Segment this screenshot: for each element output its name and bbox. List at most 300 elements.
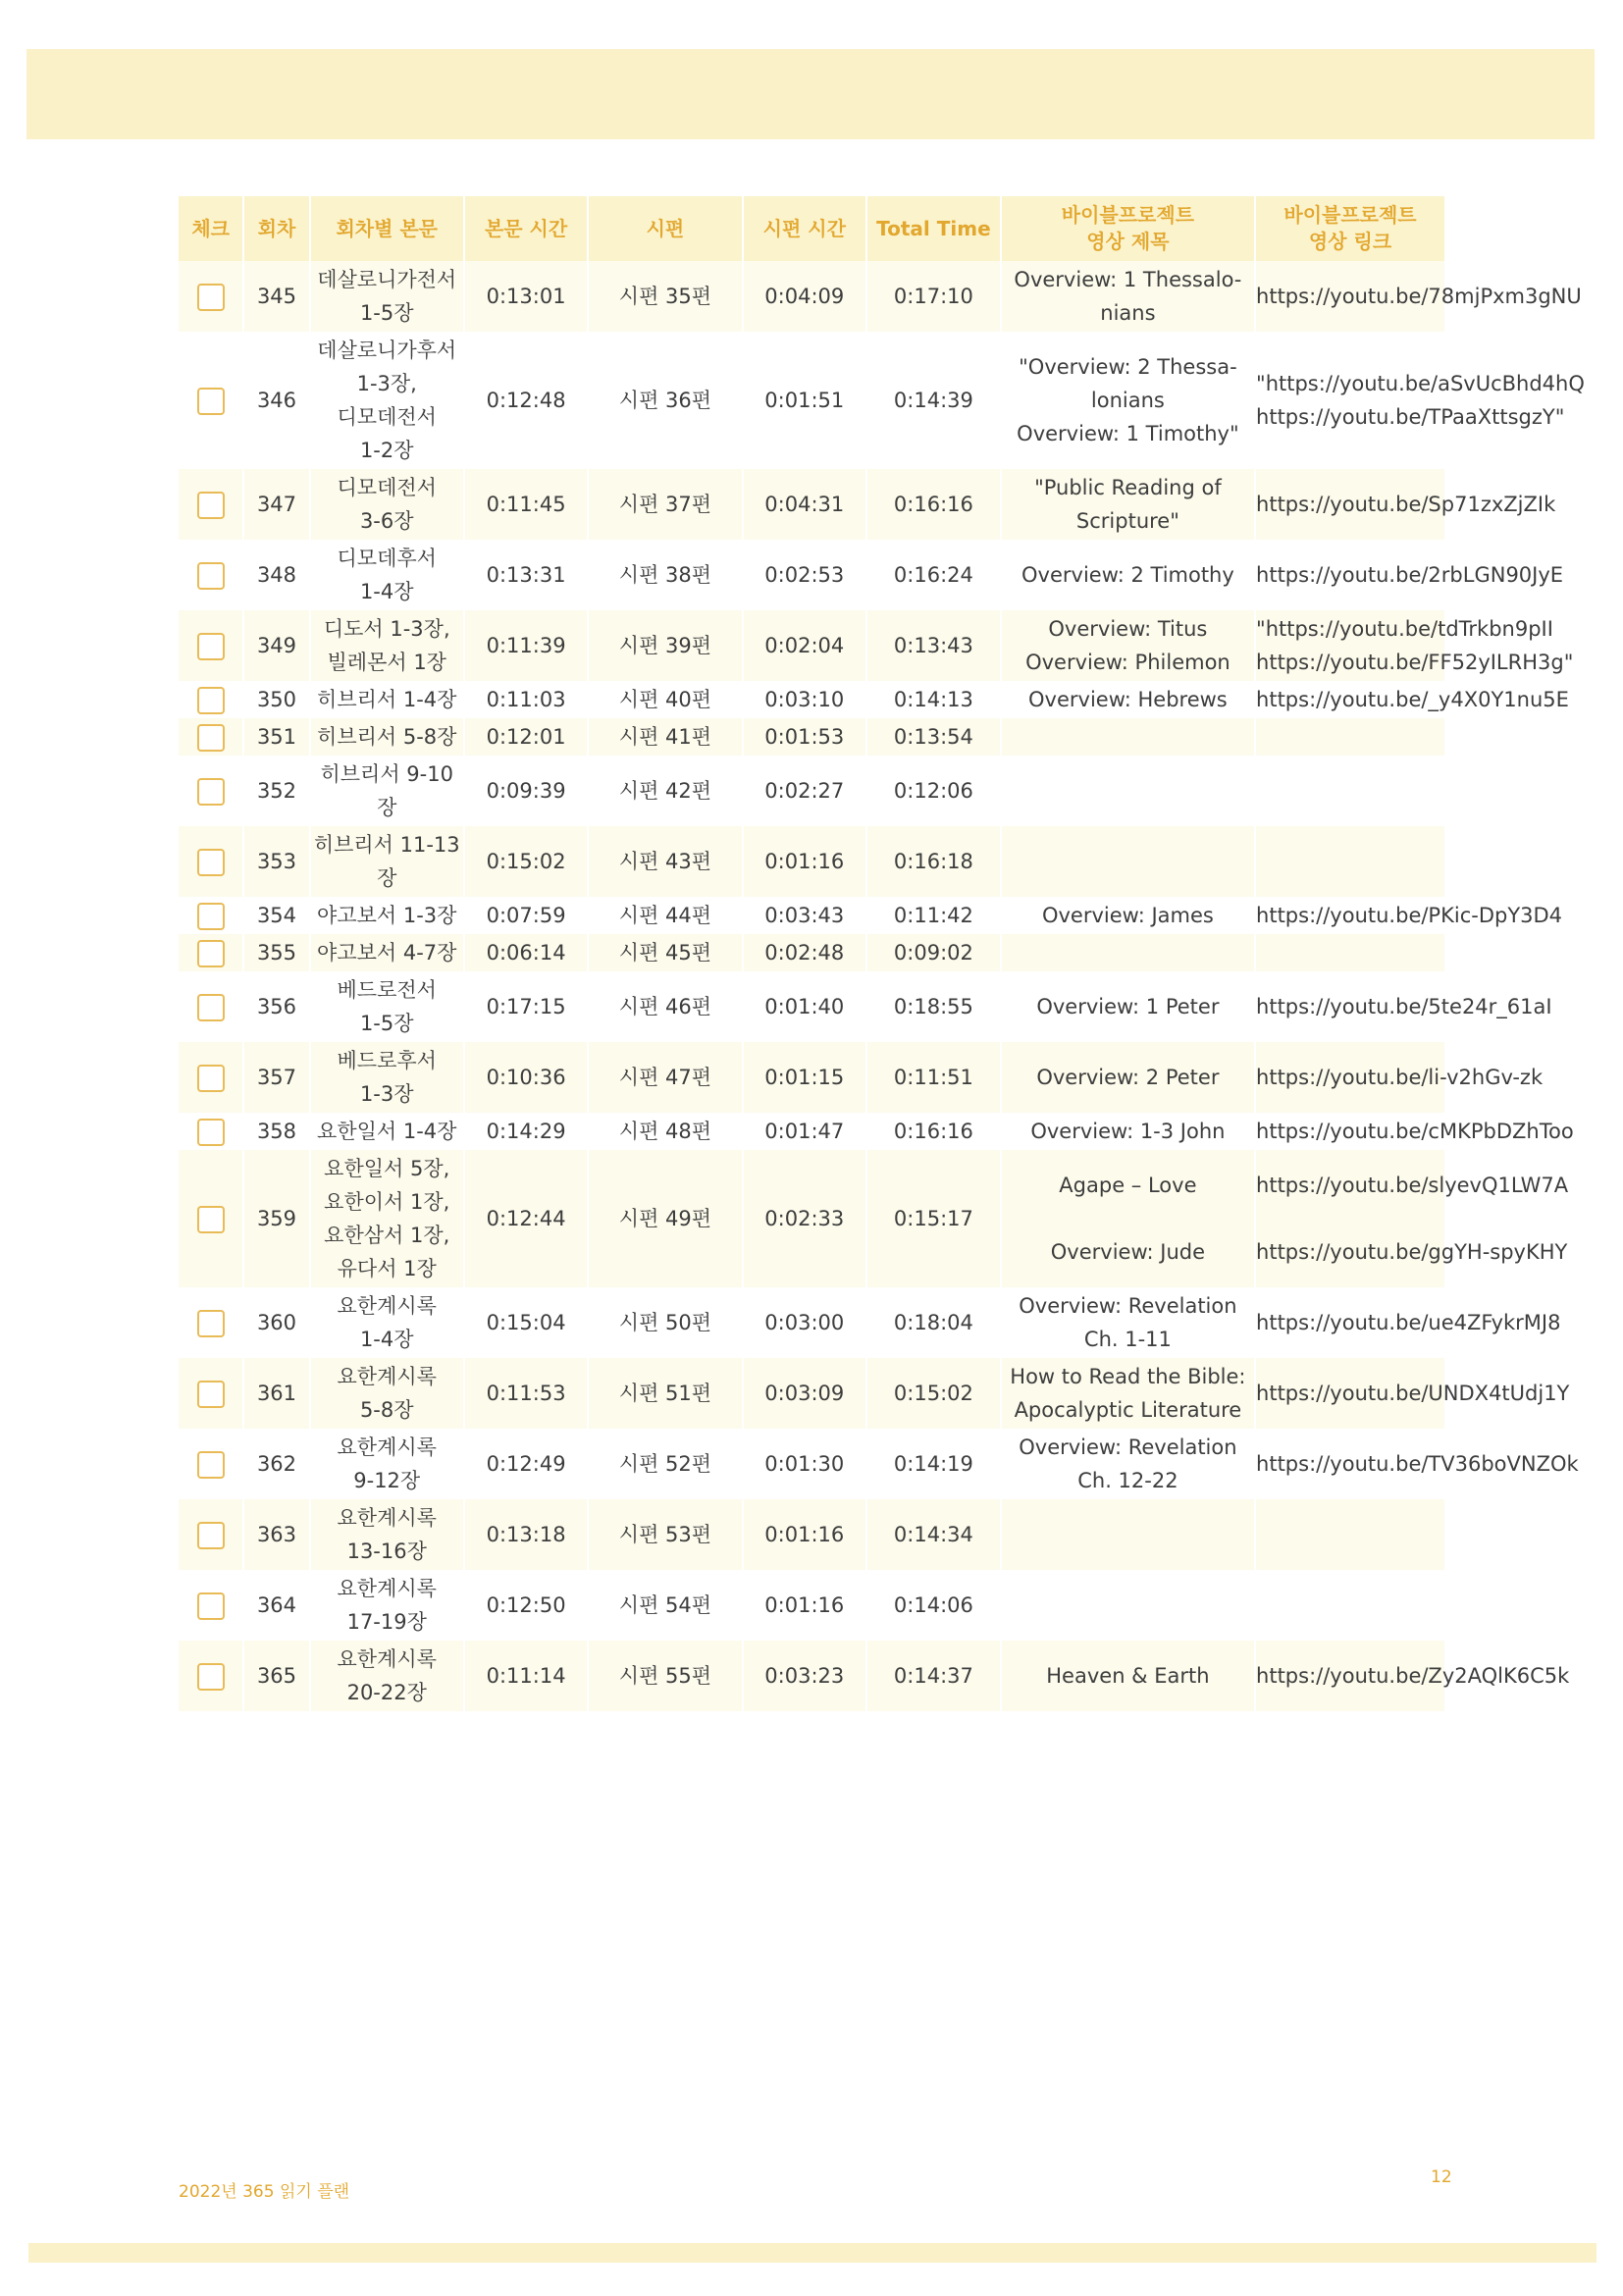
passage-line: 히브리서 9-10장 [320, 762, 453, 819]
passage-line: 디모데전서 [337, 476, 437, 499]
table-row [179, 1429, 1444, 1499]
header-label: 시편 시간 [762, 216, 846, 240]
checkbox[interactable] [197, 562, 225, 590]
video-link-cell [1256, 469, 1556, 540]
video-link[interactable]: https://youtu.be/2rbLGN90JyE [1256, 563, 1564, 587]
psalm: 시편 49편 [589, 1150, 741, 1287]
session-number: 354 [256, 904, 297, 927]
table-row [179, 1042, 1444, 1113]
passage-line: 1-3장 [359, 1082, 414, 1106]
video-title-cell [1002, 1429, 1254, 1499]
psalm-time: 0:02:53 [764, 563, 845, 587]
video-title-line: Overview: Revelation [1019, 1294, 1237, 1318]
session-number: 353 [244, 826, 308, 897]
video-title-line: Overview: Titus [1048, 617, 1208, 641]
video-link-cell [1256, 1042, 1544, 1113]
passage-time: 0:12:44 [465, 1150, 588, 1287]
video-link-cell [1256, 756, 1444, 826]
video-title-cell [1002, 934, 1254, 971]
header-label: 회차 [257, 216, 296, 240]
header-psalm [589, 196, 741, 261]
table-row [179, 1641, 1444, 1711]
psalm-time: 0:01:53 [744, 718, 866, 756]
video-link-cell [1256, 897, 1563, 934]
video-title-line: Heaven & Earth [1046, 1664, 1210, 1688]
passage-time: 0:12:49 [486, 1452, 566, 1476]
video-title-line: Overview: Philemon [1025, 651, 1230, 674]
video-link[interactable]: https://youtu.be/5te24r_61aI [1256, 995, 1552, 1018]
check-cell [179, 681, 242, 718]
passage-line: 1-2장 [359, 439, 414, 462]
video-title-line: nians [1100, 301, 1156, 325]
checkbox[interactable] [197, 724, 225, 752]
psalm: 시편 55편 [589, 1641, 741, 1711]
checkbox[interactable] [197, 1451, 225, 1479]
video-link[interactable]: https://youtu.be/ggYH-spyKHY [1256, 1240, 1568, 1264]
total-time: 0:12:06 [893, 779, 973, 803]
video-title-line: Overview: 1 Thessalo- [1014, 268, 1242, 291]
total-time: 0:16:16 [893, 1120, 973, 1143]
passage-time: 0:11:39 [465, 610, 588, 681]
psalm: 시편 39편 [589, 610, 741, 681]
video-link[interactable]: https://youtu.be/slyevQ1LW7A [1256, 1174, 1569, 1197]
table-row [179, 540, 1444, 610]
video-title-line: Ch. 12-22 [1077, 1469, 1178, 1492]
video-title-line: Overview: James [1041, 904, 1214, 927]
video-link[interactable]: https://youtu.be/ue4ZFykrMJ8 [1256, 1311, 1561, 1334]
header-label: 영상 제목 [1086, 230, 1170, 253]
psalm-time: 0:02:04 [744, 610, 866, 681]
checkbox[interactable] [197, 1522, 225, 1549]
passage-time: 0:12:48 [486, 389, 566, 412]
passage-time: 0:06:14 [465, 934, 588, 971]
passage-line: 1-4장 [359, 580, 414, 603]
total-time: 0:18:55 [893, 995, 973, 1018]
passage-cell [311, 826, 463, 897]
passage-cell [311, 1499, 463, 1570]
header-label: 바이블프로젝트 [1283, 203, 1417, 227]
video-link-cell [1256, 261, 1582, 332]
video-link[interactable]: "https://youtu.be/aSvUcBhd4hQ [1256, 372, 1585, 395]
video-title-cell [1002, 332, 1254, 469]
video-link-cell [1256, 540, 1564, 610]
passage-time: 0:07:59 [486, 904, 566, 927]
check-cell [179, 1150, 242, 1287]
psalm-time: 0:02:33 [744, 1150, 866, 1287]
total-time: 0:14:13 [893, 688, 973, 711]
video-title-cell [1002, 261, 1254, 332]
psalm: 시편 51편 [589, 1358, 741, 1429]
video-link-cell [1256, 681, 1569, 718]
psalm: 시편 38편 [618, 563, 712, 587]
psalm: 시편 41편 [589, 718, 741, 756]
passage-line: 디모데후서 [337, 547, 437, 570]
passage-cell [311, 469, 463, 540]
passage-line: 데살로니가전서 [317, 268, 457, 291]
session-number: 358 [256, 1120, 297, 1143]
header-label: 본문 시간 [484, 216, 568, 240]
table-row [179, 469, 1444, 540]
video-link[interactable]: https://youtu.be/TPaaXttsgzY" [1256, 405, 1565, 429]
psalm: 시편 37편 [589, 469, 741, 540]
video-link-cell [1256, 1499, 1444, 1570]
psalm: 시편 48편 [618, 1120, 712, 1143]
session-number: 361 [244, 1358, 308, 1429]
passage-cell [311, 332, 463, 469]
psalm-time: 0:01:40 [764, 995, 845, 1018]
passage-line: 요한계시록 [337, 1647, 437, 1671]
psalm: 시편 43편 [589, 826, 741, 897]
passage-line: 요한계시록 [337, 1365, 437, 1388]
psalm: 시편 40편 [618, 688, 712, 711]
video-title-cell [1002, 971, 1254, 1042]
header-total-time [867, 196, 1000, 261]
check-cell [179, 1499, 242, 1570]
video-link-cell [1256, 971, 1552, 1042]
passage-cell [311, 971, 463, 1042]
psalm-time: 0:04:09 [744, 261, 866, 332]
session-number: 359 [244, 1150, 308, 1287]
table-header-row [179, 196, 1444, 261]
table-row [179, 332, 1444, 469]
checkbox[interactable] [197, 1592, 225, 1620]
session-number: 362 [256, 1452, 297, 1476]
header-video-link [1256, 196, 1444, 261]
passage-line: 1-5장 [359, 301, 414, 325]
video-title-cell [1002, 469, 1254, 540]
video-title-cell [1002, 1499, 1254, 1570]
session-number: 360 [256, 1311, 297, 1334]
checkbox[interactable] [197, 849, 225, 876]
passage-time: 0:15:04 [486, 1311, 566, 1334]
psalm-time: 0:03:23 [744, 1641, 866, 1711]
check-cell [179, 610, 242, 681]
video-link[interactable]: https://youtu.be/TV36boVNZOk [1256, 1452, 1579, 1476]
passage-time: 0:13:18 [465, 1499, 588, 1570]
checkbox[interactable] [197, 1663, 225, 1691]
passage-cell [311, 1358, 463, 1429]
video-link[interactable]: https://youtu.be/78mjPxm3gNU [1256, 285, 1582, 308]
psalm: 시편 35편 [589, 261, 741, 332]
header-passage-time [465, 196, 588, 261]
passage-cell [311, 1042, 463, 1113]
header-label: 시편 [646, 216, 685, 240]
header-session [244, 196, 308, 261]
checkbox[interactable] [197, 1310, 225, 1337]
passage-line: 히브리서 11-13장 [313, 833, 460, 890]
check-cell [179, 826, 242, 897]
video-link-cell [1256, 1358, 1570, 1429]
checkbox[interactable] [197, 633, 225, 660]
checkbox[interactable] [197, 284, 225, 311]
session-number: 363 [244, 1499, 308, 1570]
video-link[interactable]: https://youtu.be/Zy2AQlK6C5k [1256, 1664, 1570, 1688]
video-title-line: "Overview: 2 Thessa- [1019, 355, 1237, 379]
video-title-line: Overview: 2 Timothy [1021, 563, 1234, 587]
psalm-time: 0:01:30 [764, 1452, 845, 1476]
passage-cell [311, 1570, 463, 1641]
passage-line: 빌레몬서 1장 [327, 651, 446, 674]
table-row [179, 610, 1444, 681]
psalm: 시편 44편 [618, 904, 712, 927]
video-title-line: Overview: Jude [1050, 1240, 1206, 1264]
total-time: 0:14:34 [867, 1499, 1000, 1570]
video-title-cell [1002, 1570, 1254, 1641]
reading-plan-table [177, 196, 1585, 1711]
passage-line: 1-3장, [356, 372, 417, 395]
passage-line: 17-19장 [346, 1610, 427, 1634]
table-row [179, 261, 1444, 332]
session-number: 364 [256, 1593, 297, 1617]
video-title-line: Ch. 1-11 [1083, 1328, 1172, 1351]
total-time: 0:14:39 [893, 389, 973, 412]
psalm: 시편 42편 [618, 779, 712, 803]
check-cell [179, 718, 242, 756]
check-cell [179, 1113, 242, 1150]
checkbox[interactable] [197, 940, 225, 967]
video-title-line: Overview: 2 Peter [1036, 1066, 1220, 1089]
passage-line: 데살로니가후서 [317, 339, 457, 362]
passage-line: 야고보서 4-7장 [317, 941, 457, 965]
video-link[interactable]: https://youtu.be/Sp71zxZjZIk [1256, 493, 1556, 516]
passage-line: 요한일서 5장, [324, 1157, 450, 1180]
video-title-line: Agape – Love [1059, 1174, 1197, 1197]
check-cell [179, 897, 242, 934]
header-passage [311, 196, 463, 261]
total-time: 0:17:10 [867, 261, 1000, 332]
page-number: 12 [1431, 2167, 1452, 2187]
table-row [179, 1287, 1444, 1358]
session-number: 351 [244, 718, 308, 756]
check-cell [179, 1287, 242, 1358]
video-title-cell [1002, 1042, 1254, 1113]
passage-line: 9-12장 [353, 1469, 421, 1492]
passage-time: 0:11:45 [465, 469, 588, 540]
total-time: 0:16:18 [867, 826, 1000, 897]
video-link-cell [1256, 1570, 1444, 1641]
table-row [179, 1570, 1444, 1641]
psalm-time: 0:03:10 [764, 688, 845, 711]
video-title-cell [1002, 610, 1254, 681]
table-row [179, 934, 1444, 971]
table-row [179, 718, 1444, 756]
passage-time: 0:15:02 [465, 826, 588, 897]
passage-line: 1-5장 [359, 1012, 414, 1035]
psalm-time: 0:01:16 [744, 1499, 866, 1570]
passage-time: 0:12:50 [486, 1593, 566, 1617]
header-label: 영상 링크 [1308, 230, 1392, 253]
checkbox[interactable] [197, 388, 225, 415]
passage-time: 0:14:29 [486, 1120, 566, 1143]
table-row [179, 971, 1444, 1042]
session-number: 355 [244, 934, 308, 971]
check-cell [179, 1570, 242, 1641]
passage-line: 디모데전서 [337, 405, 437, 429]
passage-time: 0:13:01 [465, 261, 588, 332]
video-link-cell [1256, 1641, 1570, 1711]
psalm-time: 0:01:47 [764, 1120, 845, 1143]
psalm: 시편 52편 [618, 1452, 712, 1476]
psalm: 시편 46편 [618, 995, 712, 1018]
check-cell [179, 469, 242, 540]
checkbox[interactable] [197, 1065, 225, 1092]
passage-cell [311, 261, 463, 332]
video-link-cell [1256, 1150, 1569, 1287]
passage-time: 0:09:39 [486, 779, 566, 803]
total-time: 0:14:37 [867, 1641, 1000, 1711]
session-number: 357 [244, 1042, 308, 1113]
passage-cell [311, 1287, 463, 1358]
table-body [179, 261, 1585, 1711]
video-link-cell [1256, 826, 1444, 897]
video-title-line: How to Read the Bible: [1010, 1365, 1246, 1388]
passage-line: 13-16장 [346, 1539, 427, 1563]
passage-line: 요한삼서 1장, [324, 1224, 450, 1247]
video-link[interactable]: https://youtu.be/_y4X0Y1nu5E [1256, 688, 1569, 711]
table-row [179, 1499, 1444, 1570]
psalm-time: 0:03:43 [764, 904, 845, 927]
check-cell [179, 756, 242, 826]
video-title-line: Apocalyptic Literature [1014, 1398, 1242, 1422]
psalm: 시편 50편 [618, 1311, 712, 1334]
passage-cell [311, 1641, 463, 1711]
video-title-line: Overview: 1-3 John [1030, 1120, 1226, 1143]
passage-line: 베드로전서 [337, 978, 437, 1002]
check-cell [179, 540, 242, 610]
psalm-time: 0:04:31 [744, 469, 866, 540]
passage-time: 0:10:36 [465, 1042, 588, 1113]
psalm-time: 0:01:16 [744, 826, 866, 897]
video-link-cell [1256, 332, 1585, 469]
video-title-cell [1002, 1150, 1254, 1287]
video-link-cell [1256, 1287, 1561, 1358]
video-title-cell [1002, 756, 1254, 826]
video-title-cell [1002, 1113, 1254, 1150]
video-link[interactable]: https://youtu.be/PKic-DpY3D4 [1256, 904, 1563, 927]
header-check [179, 196, 242, 261]
video-link-cell [1256, 934, 1444, 971]
passage-time: 0:11:53 [465, 1358, 588, 1429]
passage-line: 히브리서 1-4장 [317, 688, 457, 711]
total-time: 0:13:54 [867, 718, 1000, 756]
total-time: 0:16:16 [867, 469, 1000, 540]
check-cell [179, 1042, 242, 1113]
session-number: 348 [256, 563, 297, 587]
table-row [179, 897, 1444, 934]
total-time: 0:11:51 [867, 1042, 1000, 1113]
video-link-cell [1256, 1429, 1579, 1499]
header-psalm-time [744, 196, 866, 261]
passage-line: 베드로후서 [337, 1049, 437, 1072]
total-time: 0:15:17 [867, 1150, 1000, 1287]
bottom-decorative-band [28, 2243, 1597, 2263]
video-title-line [1002, 1202, 1254, 1235]
check-cell [179, 934, 242, 971]
video-link[interactable]: https://youtu.be/li-v2hGv-zk [1256, 1066, 1544, 1089]
video-title-cell [1002, 1641, 1254, 1711]
passage-line: 히브리서 5-8장 [317, 725, 457, 749]
video-link-cell [1256, 1113, 1574, 1150]
total-time: 0:09:02 [867, 934, 1000, 971]
checkbox[interactable] [197, 1381, 225, 1408]
video-title-line: "Public Reading of [1034, 476, 1222, 499]
table-row [179, 1358, 1444, 1429]
table-row [179, 1113, 1444, 1150]
video-link[interactable] [1256, 1202, 1444, 1235]
checkbox[interactable] [197, 994, 225, 1021]
video-link-cell [1256, 610, 1574, 681]
session-number: 347 [244, 469, 308, 540]
session-number: 356 [256, 995, 297, 1018]
checkbox[interactable] [197, 903, 225, 930]
video-title-cell [1002, 897, 1254, 934]
passage-cell [311, 681, 463, 718]
passage-line: 5-8장 [359, 1398, 414, 1422]
video-title-cell [1002, 1358, 1254, 1429]
video-link[interactable]: https://youtu.be/UNDX4tUdj1Y [1256, 1382, 1570, 1405]
session-number: 345 [244, 261, 308, 332]
passage-line: 20-22장 [346, 1681, 427, 1704]
video-title-line: Overview: 1 Timothy" [1017, 422, 1239, 445]
passage-cell [311, 540, 463, 610]
video-title-line: Overview: Revelation [1019, 1435, 1237, 1459]
video-link[interactable]: "https://youtu.be/tdTrkbn9pII [1256, 617, 1553, 641]
psalm-time: 0:01:51 [764, 389, 845, 412]
passage-cell [311, 1150, 463, 1287]
passage-line: 요한일서 1-4장 [317, 1120, 457, 1143]
session-number: 365 [244, 1641, 308, 1711]
check-cell [179, 261, 242, 332]
header-label: 회차별 본문 [336, 216, 439, 240]
passage-time: 0:11:03 [486, 688, 566, 711]
session-number: 352 [256, 779, 297, 803]
total-time: 0:16:24 [893, 563, 973, 587]
total-time: 0:15:02 [867, 1358, 1000, 1429]
table-row [179, 1150, 1444, 1287]
passage-line: 유다서 1장 [337, 1257, 437, 1280]
passage-cell [311, 756, 463, 826]
passage-cell [311, 897, 463, 934]
checkbox[interactable] [197, 492, 225, 519]
video-link[interactable]: https://youtu.be/FF52yILRH3g" [1256, 651, 1574, 674]
passage-line: 요한계시록 [337, 1506, 437, 1530]
total-time: 0:18:04 [893, 1311, 973, 1334]
psalm-time: 0:02:27 [764, 779, 845, 803]
check-cell [179, 971, 242, 1042]
checkbox[interactable] [197, 687, 225, 714]
video-link[interactable]: https://youtu.be/cMKPbDZhToo [1256, 1120, 1574, 1143]
session-number: 349 [244, 610, 308, 681]
passage-cell [311, 718, 463, 756]
passage-time: 0:13:31 [486, 563, 566, 587]
passage-line: 1-4장 [359, 1328, 414, 1351]
passage-line: 요한계시록 [337, 1577, 437, 1600]
session-number: 346 [256, 389, 297, 412]
passage-line: 디도서 1-3장, [323, 617, 450, 641]
video-title-cell [1002, 826, 1254, 897]
check-cell [179, 332, 242, 469]
checkbox[interactable] [197, 1119, 225, 1146]
checkbox[interactable] [197, 1206, 225, 1233]
passage-cell [311, 1113, 463, 1150]
header-label: 체크 [191, 216, 230, 240]
psalm: 시편 45편 [589, 934, 741, 971]
checkbox[interactable] [197, 778, 225, 806]
passage-time: 0:17:15 [486, 995, 566, 1018]
passage-cell [311, 1429, 463, 1499]
passage-line: 요한계시록 [337, 1294, 437, 1318]
video-title-line: Overview: 1 Peter [1036, 995, 1220, 1018]
